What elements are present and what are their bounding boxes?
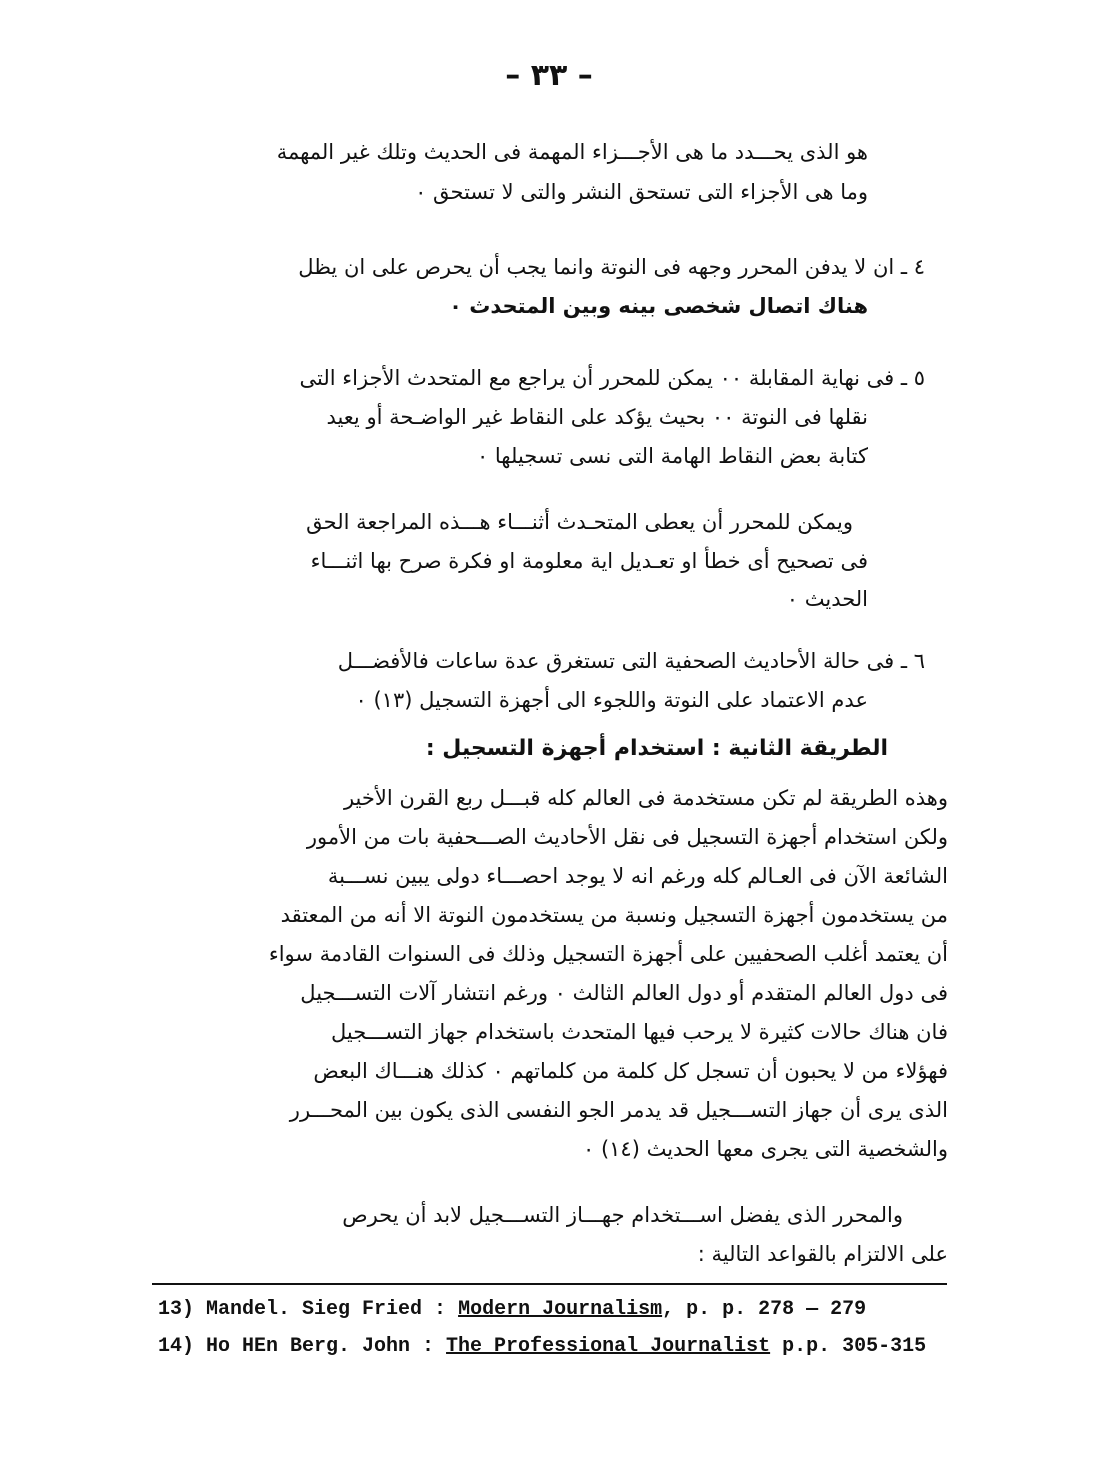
footnote-author: 13) Mandel. Sieg Fried : xyxy=(158,1298,459,1321)
text-line: أن يعتمد أغلب الصحفيين على أجهزة التسجيل وذلك فى السنوات القادمة سواء xyxy=(268,942,948,966)
text-line: من يستخدمون أجهزة التسجيل ونسبة من يستخدمون النوتة الا أنه من المعتقد xyxy=(280,903,948,927)
text-line: فهؤلاء من لا يحبون أن تسجل كل كلمة من كلماتهم ٠ كذلك هنـــاك البعض xyxy=(313,1059,948,1083)
section-heading: الطريقة الثانية : استخدام أجهزة التسجيل : xyxy=(425,736,888,761)
footnote-pages: p.p. 305-315 xyxy=(770,1335,927,1358)
page-number: – ٣٣ – xyxy=(505,58,593,93)
text-line: فان هناك حالات كثيرة لا يرحب فيها المتحدث باستخدام جهاز التســـجيل xyxy=(331,1020,948,1044)
list-item-line: كتابة بعض النقاط الهامة التى نسى تسجيلها ٠ xyxy=(476,444,868,468)
footnote-title: Modern Journalism xyxy=(458,1298,663,1321)
list-item-line: نقلها فى النوتة ٠٠ بحيث يؤكد على النقاط غير الواضـحة أو يعيد xyxy=(326,405,868,429)
text-line: والشخصية التى يجرى معها الحديث (١٤) ٠ xyxy=(583,1137,948,1161)
text-line: ويمكن للمحرر أن يعطى المتحـدث أثنـــاء هـــذه المراجعة الحق xyxy=(306,510,853,534)
text-line: وهذه الطريقة لم تكن مستخدمة فى العالم كله قبـــل ربع القرن الأخير xyxy=(343,786,948,810)
footnote-title: The Professional Journalist xyxy=(446,1335,771,1358)
text-line: على الالتزام بالقواعد التالية : xyxy=(697,1242,948,1266)
footnote-pages: , p. p. 278 — 279 xyxy=(662,1298,867,1321)
list-item-line: عدم الاعتماد على النوتة واللجوء الى أجهزة التسجيل (١٣) ٠ xyxy=(355,688,868,712)
footnote xyxy=(158,1334,926,1360)
list-item-line: ٥ ـ فى نهاية المقابلة ٠٠ يمكن للمحرر أن يراجع مع المتحدث الأجزاء التى xyxy=(299,366,925,390)
text-line: فى دول العالم المتقدم أو دول العالم الثالث ٠ ورغم انتشار آلات التســـجيل xyxy=(300,981,948,1005)
text-line: وما هى الأجزاء التى تستحق النشر والتى لا تستحق ٠ xyxy=(415,180,868,204)
text-line: هو الذى يحـــدد ما هى الأجـــزاء المهمة فى الحديث وتلك غير المهمة xyxy=(276,140,868,164)
list-item-line: ٦ ـ فى حالة الأحاديث الصحفية التى تستغرق عدة ساعات فالأفضـــل xyxy=(337,649,925,673)
footnote xyxy=(158,1297,866,1323)
text-line: والمحرر الذى يفضل اســـتخدام جهـــاز التســـجيل لابد أن يحرص xyxy=(342,1203,903,1227)
text-line: ولكن استخدام أجهزة التسجيل فى نقل الأحاديث الصـــحفية بات من الأمور xyxy=(306,825,948,849)
list-item-line: ٤ ـ ان لا يدفن المحرر وجهه فى النوتة وانما يجب أن يحرص على ان يظل xyxy=(298,255,925,279)
footnote-divider xyxy=(152,1283,947,1285)
text-line: الحديث ٠ xyxy=(786,587,868,611)
footnote-author: 14) Ho HEn Berg. John : xyxy=(158,1335,447,1358)
list-item-line: هناك اتصال شخصى بينه وبين المتحدث ٠ xyxy=(449,294,868,318)
text-line: الشائعة الآن فى العـالم كله ورغم انه لا يوجد احصـــاء دولى يبين نســـبة xyxy=(327,864,948,888)
text-line: الذى يرى أن جهاز التســـجيل قد يدمر الجو النفسى الذى يكون بين المحـــرر xyxy=(289,1098,948,1122)
text-line: فى تصحيح أى خطأ او تعـديل اية معلومة او فكرة صرح بها اثنـــاء xyxy=(310,549,868,573)
